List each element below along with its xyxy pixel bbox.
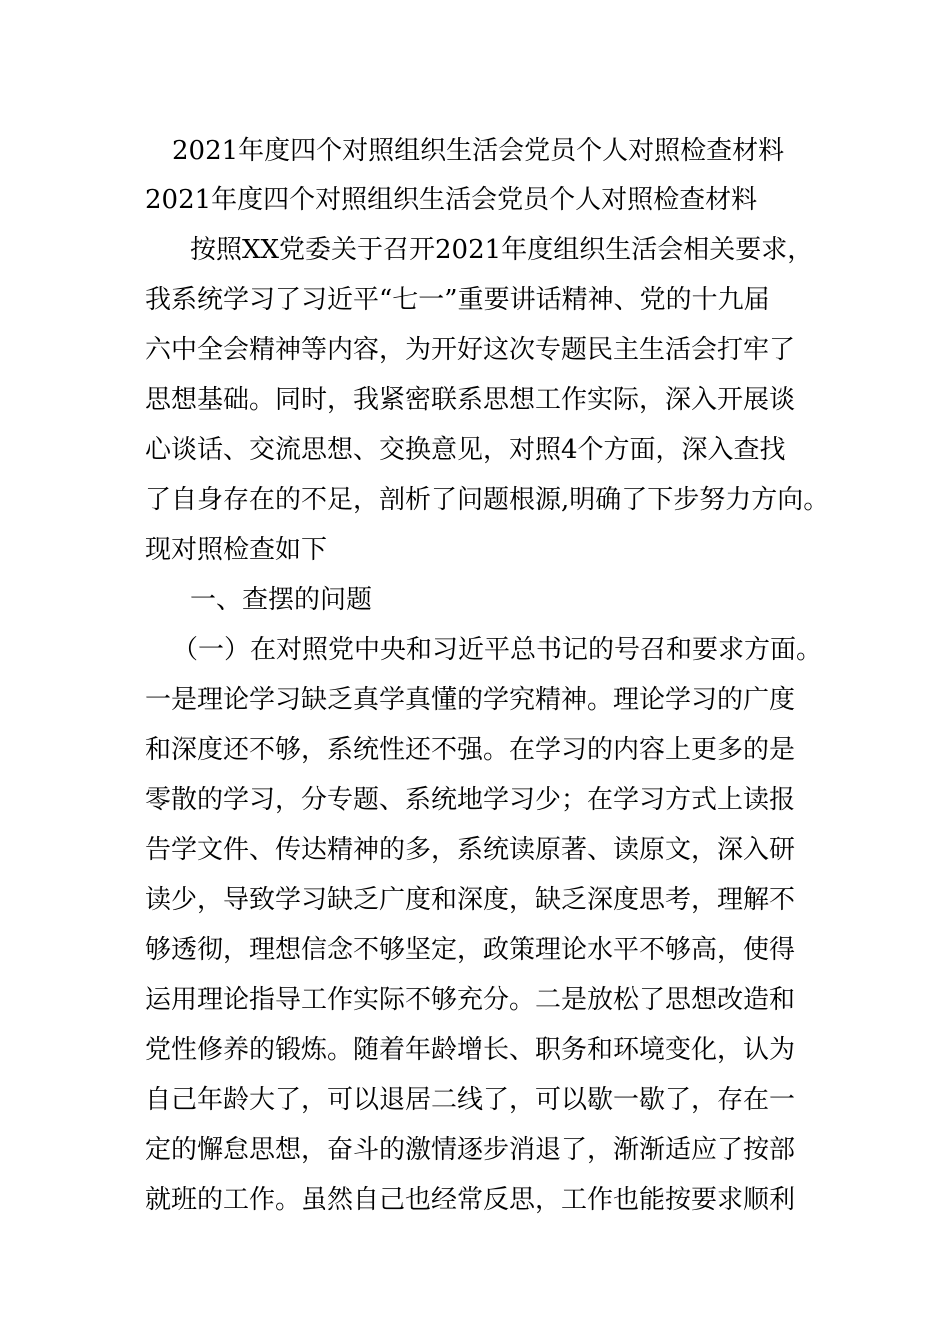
- body-line: 定的懈怠思想，奋斗的激情逐步消退了，渐渐适应了按部: [145, 1135, 796, 1165]
- intro-line: 心谈话、交流思想、交换意见，对照4个方面，深入查找: [145, 435, 786, 465]
- body-line: 读少，导致学习缺乏广度和深度，缺乏深度思考，理解不: [145, 885, 796, 915]
- document-title: 2021年度四个对照组织生活会党员个人对照检查材料: [172, 136, 785, 166]
- body-line: 和深度还不够，系统性还不强。在学习的内容上更多的是: [145, 735, 796, 765]
- intro-line: 思想基础。同时，我紧密联系思想工作实际，深入开展谈: [145, 385, 796, 415]
- intro-line: 了自身存在的不足，剖析了问题根源,明确了下步努力方向。: [145, 485, 830, 515]
- document-subtitle: 2021年度四个对照组织生活会党员个人对照检查材料: [145, 185, 758, 215]
- body-line: 一是理论学习缺乏真学真懂的学究精神。理论学习的广度: [145, 685, 796, 715]
- intro-line: 六中全会精神等内容，为开好这次专题民主生活会打牢了: [145, 335, 796, 365]
- body-line: 够透彻，理想信念不够坚定，政策理论水平不够高，使得: [145, 935, 796, 965]
- body-line: 告学文件、传达精神的多，系统读原著、读原文，深入研: [145, 835, 796, 865]
- intro-line: 按照XX党委关于召开2021年度组织生活会相关要求，: [190, 235, 814, 265]
- intro-line: 现对照检查如下: [145, 535, 328, 565]
- subsection-heading: （一）在对照党中央和习近平总书记的号召和要求方面。: [172, 635, 823, 665]
- body-line: 运用理论指导工作实际不够充分。二是放松了思想改造和: [145, 985, 796, 1015]
- body-line: 党性修养的锻炼。随着年龄增长、职务和环境变化，认为: [145, 1035, 796, 1065]
- section-heading: 一、查摆的问题: [190, 585, 373, 615]
- body-line: 就班的工作。虽然自己也经常反思，工作也能按要求顺利: [145, 1185, 796, 1215]
- body-line: 自己年龄大了，可以退居二线了，可以歇一歇了，存在一: [145, 1085, 796, 1115]
- body-line: 零散的学习，分专题、系统地学习少；在学习方式上读报: [145, 785, 796, 815]
- intro-line: 我系统学习了习近平“七一”重要讲话精神、党的十九届: [145, 285, 770, 315]
